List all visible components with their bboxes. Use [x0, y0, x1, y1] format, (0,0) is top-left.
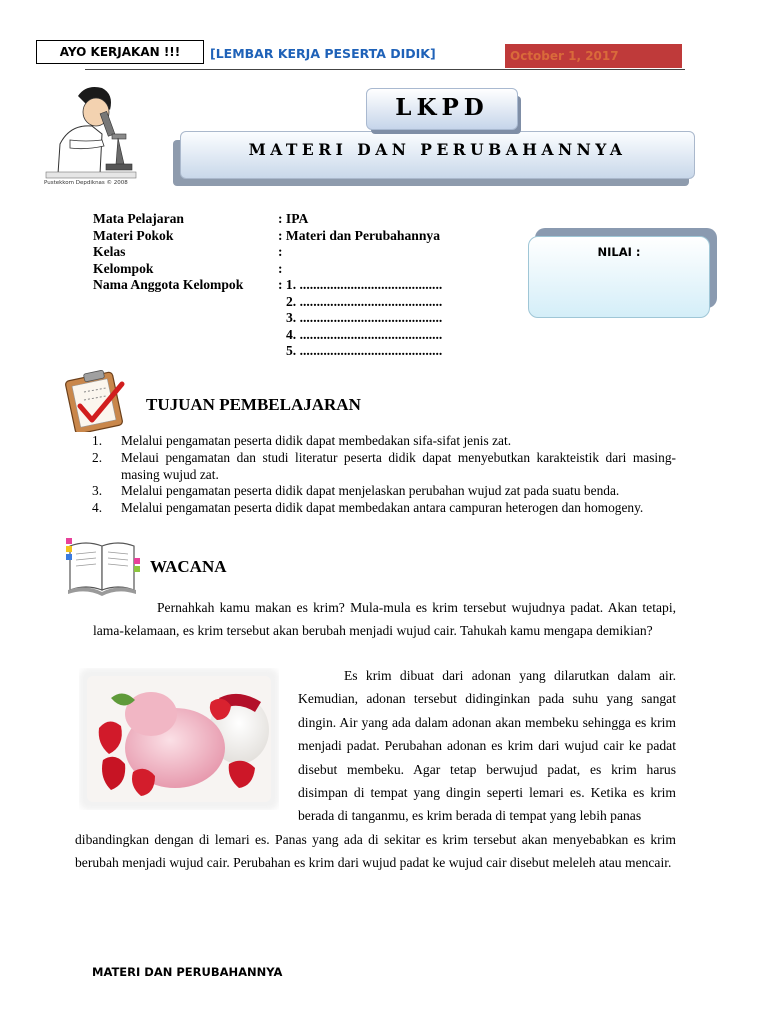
info-row: [93, 244, 442, 261]
info-row: [93, 228, 442, 245]
info-value: :: [278, 260, 283, 276]
objectives-list: [92, 433, 676, 517]
info-row: [93, 211, 442, 228]
info-value: : IPA: [278, 211, 309, 226]
info-label: Mata Pelajaran: [93, 211, 184, 226]
info-label: Kelas: [93, 244, 126, 259]
item-number: 3.: [92, 483, 103, 499]
banner-title: MATERI DAN PERUBAHANNYA: [248, 140, 627, 159]
item-text: Melaui pengamatan dan studi literatur peserta didik dapat menyebutkan karakteistik dari masing-masing wujud zat.: [121, 449, 676, 482]
clipboard-check-icon: [62, 366, 132, 432]
list-item: [92, 483, 676, 500]
list-item: [92, 450, 676, 484]
item-text: Melalui pengamatan peserta didik dapat menjelaskan perubahan wujud zat pada suatu benda.: [121, 483, 620, 499]
lembar-kerja-title: [LEMBAR KERJA PESERTA DIDIK]: [210, 46, 436, 61]
header-divider: [85, 69, 685, 70]
wacana-paragraph-2: Es krim dibuat dari adonan yang dilarutkan dalam air. Kemudian, adonan tersebut didinginkan pada suhu yang sangat dingin. Air yang ada dalam adonan akan membeku sehingga es krim menjadi padat. Perubahan adonan es krim dari wujud cair ke padat disebut membeku. Agar tetap berwujud padat, es krim harus disimpan di tempat yang dingin seperti lemari es. Ketika es krim berada di tanganmu, es krim berada di tempat yang lebih panas: [298, 668, 676, 824]
member-line: 5. ..........................................: [286, 343, 443, 358]
wacana-paragraph-3: dibandingkan dengan di lemari es. Panas yang ada di sekitar es krim tersebut akan menyebabkan es krim berubah menjadi wujud cair. Perubahan es krim dari wujud padat ke wujud cair disebut meleleh atau mencair.: [75, 832, 676, 871]
footer-title: MATERI DAN PERUBAHANNYA: [92, 965, 283, 979]
info-value: : Materi dan Perubahannya: [278, 227, 440, 243]
scientist-microscope-icon: [40, 82, 140, 190]
wacana-paragraph-1: Pernahkah kamu makan es krim? Mula-mula es krim tersebut wujudnya padat. Akan tetapi, lama-kelamaan, es krim tersebut akan berubah menjadi wujud cair. Tahukah kamu mengapa demikian?: [93, 600, 676, 639]
item-number: 1.: [92, 433, 103, 448]
list-item: [92, 500, 676, 517]
wacana-heading: WACANA: [150, 557, 227, 576]
member-line: 2. ..........................................: [286, 293, 443, 309]
info-label: Materi Pokok: [93, 227, 174, 243]
ice-cream-image: [79, 668, 279, 810]
info-value: :: [278, 244, 283, 259]
info-label: Kelompok: [93, 260, 154, 276]
nilai-label: NILAI :: [597, 245, 641, 259]
item-text: Melalui pengamatan peserta didik dapat membedakan sifa-sifat jenis zat.: [121, 433, 512, 448]
member-line: 3. ..........................................: [286, 310, 443, 325]
info-label: Nama Anggota Kelompok: [93, 277, 244, 292]
item-number: 2.: [92, 449, 103, 465]
list-item: [92, 433, 676, 450]
info-row: [93, 261, 442, 278]
identity-block: [93, 211, 442, 360]
lkpd-title: LKPD: [395, 94, 489, 121]
info-row: [93, 277, 442, 294]
item-text: Melalui pengamatan peserta didik dapat membedakan antara campuran heterogen dan homogeny.: [121, 500, 644, 516]
scientist-caption: Pustekkom Depdiknas © 2008: [44, 180, 128, 186]
item-number: 4.: [92, 500, 103, 516]
open-book-icon: [64, 532, 142, 596]
date-text: October 1, 2017: [510, 49, 619, 63]
ayo-kerjakan-label: AYO KERJAKAN !!!: [36, 40, 204, 64]
tujuan-heading: TUJUAN PEMBELAJARAN: [146, 395, 361, 414]
member-line: 4. ..........................................: [286, 326, 443, 342]
info-value: : 1. ..........................................: [278, 277, 443, 292]
